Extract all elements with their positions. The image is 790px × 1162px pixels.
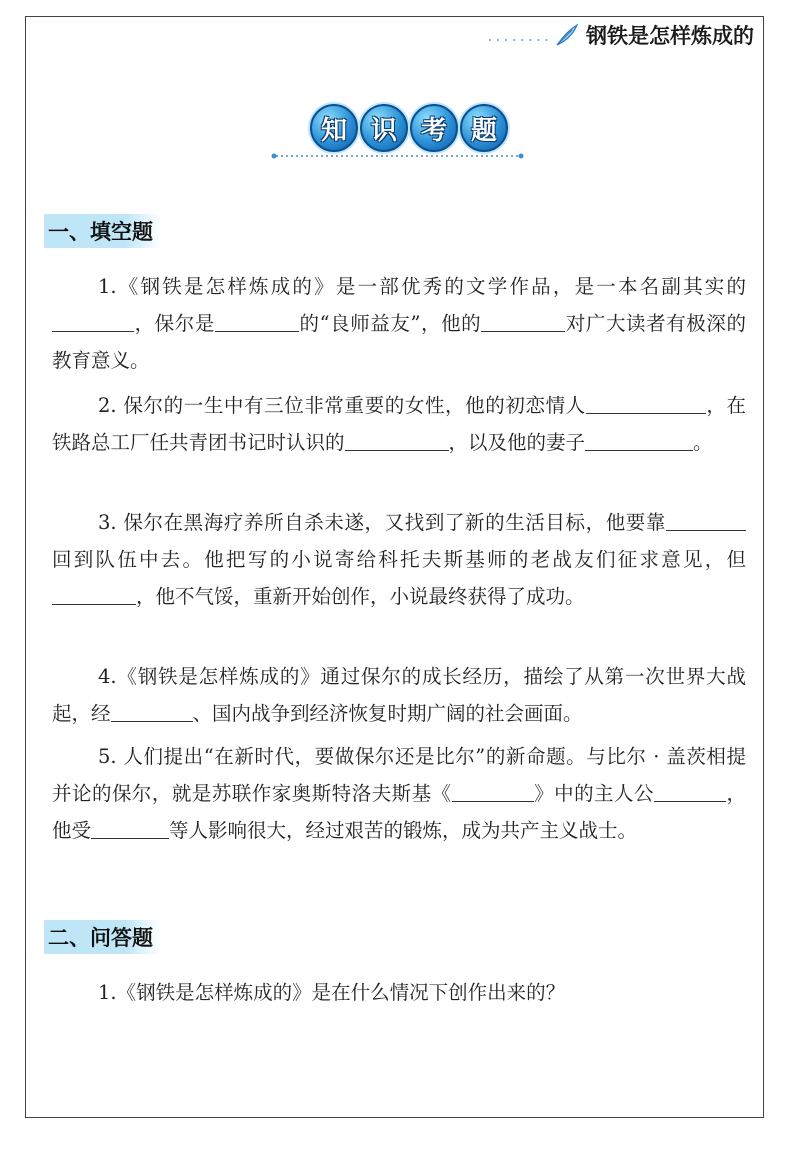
section-heading-qa: 二、问答题 <box>44 920 161 954</box>
answer-blank[interactable] <box>585 428 693 451</box>
section-banner <box>270 100 525 162</box>
answer-blank[interactable] <box>481 309 565 332</box>
q2-text: ，在铁路总工厂任共青团书记时认识的 <box>52 394 746 454</box>
header-dots: ........ <box>487 25 552 45</box>
q2-text: 2. 保尔的一生中有三位非常重要的女性，他的初恋情人 <box>98 394 586 417</box>
answer-blank[interactable] <box>666 508 746 531</box>
q1-text: 对广大读者有极深的教育意义。 <box>52 312 746 372</box>
running-header <box>487 20 754 50</box>
question-5 <box>52 738 746 849</box>
q3-text: 3. 保尔在黑海疗养所自杀未遂，又找到了新的生活目标，他要靠 <box>98 511 666 534</box>
q3-text: ，他不气馁，重新开始创作，小说最终获得了成功。 <box>136 585 585 608</box>
q4-text: 4.《钢铁是怎样炼成的》通过保尔的成长经历，描绘了从第一次世界大战起，经 <box>52 665 746 725</box>
answer-blank[interactable] <box>345 428 449 451</box>
feather-icon <box>554 22 580 48</box>
q4-text: 、国内战争到经济恢复时期广阔的社会画面。 <box>192 702 583 725</box>
question-4 <box>52 658 746 732</box>
banner-char: 识 <box>360 104 408 152</box>
answer-blank[interactable] <box>91 816 169 839</box>
q5-text: 等人影响很大，经过艰苦的锻炼，成为共产主义战士。 <box>169 819 638 842</box>
header-title: 钢铁是怎样炼成的 <box>586 24 754 48</box>
q5-text: 5. 人们提出“在新时代，要做保尔还是比尔”的新命题。与比尔 · 盖茨相提并论的保尔，就是苏联作家奥斯特洛夫斯基《 <box>52 745 746 805</box>
q5-text: 》中的主人公 <box>533 782 654 805</box>
answer-blank[interactable] <box>654 779 726 802</box>
q5-text: ，他受 <box>52 782 746 842</box>
answer-blank[interactable] <box>111 699 193 722</box>
section-heading-fill: 一、填空题 <box>44 214 161 248</box>
answer-blank[interactable] <box>52 582 136 605</box>
banner-char: 题 <box>460 104 508 152</box>
q1-text: ，保尔是 <box>134 312 215 335</box>
banner-underline <box>270 152 525 160</box>
q2-text: ，以及他的妻子 <box>448 431 586 454</box>
answer-blank[interactable] <box>215 309 299 332</box>
banner-char: 知 <box>310 104 358 152</box>
question-1 <box>52 268 746 379</box>
qa-q1-text: 1.《钢铁是怎样炼成的》是在什么情况下创作出来的？ <box>98 981 566 1004</box>
answer-blank[interactable] <box>452 779 534 802</box>
qa-question-1 <box>52 974 746 1011</box>
answer-blank[interactable] <box>52 309 134 332</box>
q1-text: 1.《钢铁是怎样炼成的》是一部优秀的文学作品，是一本名副其实的 <box>98 275 746 298</box>
q3-text: 回到队伍中去。他把写的小说寄给科托夫斯基师的老战友们征求意见，但 <box>52 548 746 571</box>
question-2 <box>52 387 746 461</box>
banner-char: 考 <box>410 104 458 152</box>
answer-blank[interactable] <box>586 391 706 414</box>
q1-text: 的“良师益友”，他的 <box>298 312 482 335</box>
q2-text: 。 <box>693 431 713 454</box>
question-3 <box>52 504 746 615</box>
